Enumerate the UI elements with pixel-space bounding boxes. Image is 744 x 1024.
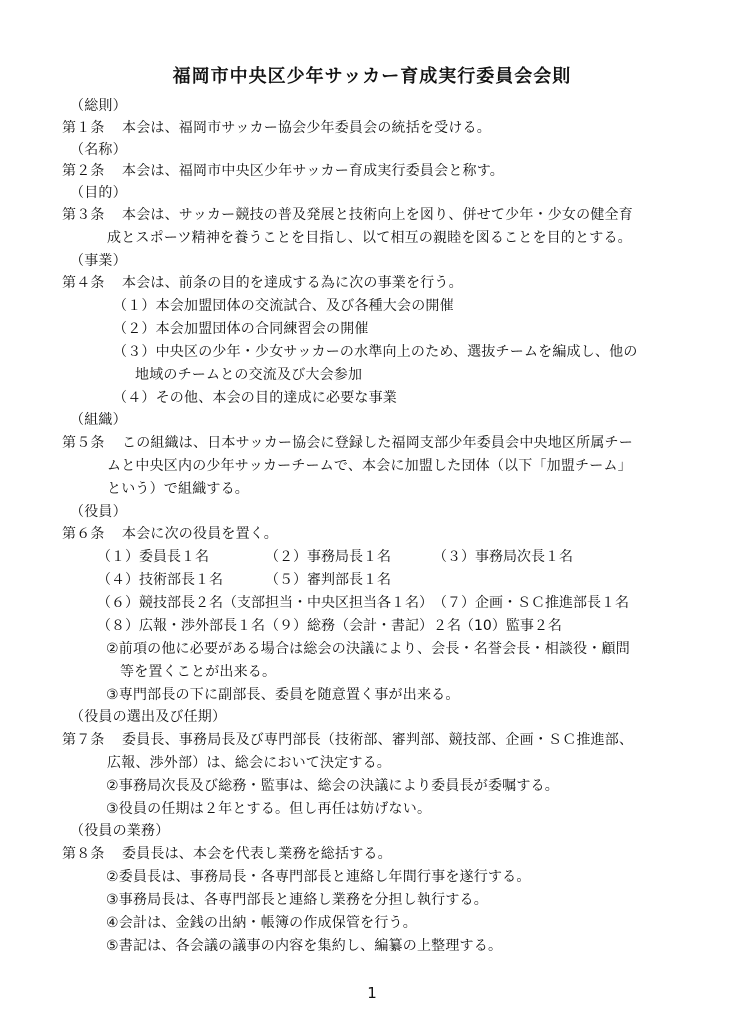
- article-text: 本会は、前条の目的を達成する為に次の事業を行う。: [122, 275, 463, 291]
- article-text: 委員長、事務局長及び専門部長（技術部、審判部、競技部、企画・ＳＣ推進部、: [122, 732, 634, 748]
- article-3: [62, 205, 633, 225]
- business-item: （１）本会加盟団体の交流試合、及び各種大会の開催: [113, 298, 454, 314]
- section-heading-name: （名称）: [70, 142, 127, 158]
- article-label: 第４条: [62, 275, 105, 291]
- article-label: 第７条: [62, 732, 105, 748]
- document-title: 福岡市中央区少年サッカー育成実行委員会会則: [172, 66, 572, 87]
- article-7-continuation: 広報、渉外部）は、総会において決定する。: [107, 755, 391, 771]
- section-heading-duties: （役員の業務）: [70, 823, 170, 839]
- officer-role: （１）委員長１名: [97, 549, 209, 565]
- officer-role: （５）審判部長１名: [265, 572, 391, 588]
- article-text: 本会に次の役員を置く。: [122, 526, 278, 542]
- article-6: [62, 524, 278, 544]
- article-7-paragraph-2: ②事務局次長及び総務・監事は、総会の決議により委員長が委嘱する。: [106, 778, 559, 794]
- article-3-continuation: 成とスポーツ精神を養うことを目指し、以て相互の親睦を図ることを目的とする。: [107, 230, 632, 246]
- article-8-paragraph-4: ④会計は、金銭の出納・帳簿の作成保管を行う。: [106, 915, 417, 931]
- article-text: 本会は、サッカー競技の普及発展と技術向上を図り、併せて少年・少女の健全育: [122, 207, 633, 223]
- article-text: この組織は、日本サッカー協会に登録した福岡支部少年委員会中央地区所属チー: [122, 435, 633, 451]
- article-5-continuation: という）で組織する。: [107, 481, 249, 497]
- officer-role: （４）技術部長１名: [97, 572, 223, 588]
- officer-role: （７）企画・ＳＣ推進部長１名: [433, 595, 629, 611]
- article-label: 第２条: [62, 163, 105, 179]
- article-text: 本会は、福岡市中央区少年サッカー育成実行委員会と称す。: [122, 163, 504, 179]
- article-4: [62, 273, 463, 293]
- article-1: [62, 118, 491, 138]
- officer-role: （10）監事２名: [460, 618, 562, 634]
- section-heading-business: （事業）: [70, 253, 127, 269]
- officer-role: （８）広報・渉外部長１名: [97, 618, 265, 634]
- business-item: （３）中央区の少年・少女サッカーの水準向上のため、選抜チームを編成し、他の: [113, 344, 638, 360]
- section-heading-general: （総則）: [70, 98, 127, 114]
- article-text: 委員長は、本会を代表し業務を総括する。: [122, 846, 392, 862]
- section-heading-officers: （役員）: [70, 504, 127, 520]
- business-item-continuation: 地域のチームとの交流及び大会参加: [135, 367, 363, 383]
- article-8-paragraph-3: ③事務局長は、各専門部長と連絡し業務を分担し執行する。: [106, 892, 488, 908]
- business-item: （４）その他、本会の目的達成に必要な事業: [113, 390, 397, 406]
- article-8-paragraph-5: ⑤書記は、各会議の議事の内容を集約し、編纂の上整理する。: [106, 938, 503, 954]
- article-6-paragraph-2-continuation: 等を置くことが出来る。: [120, 664, 277, 680]
- article-8-paragraph-2: ②委員長は、事務局長・各専門部長と連絡し年間行事を遂行する。: [106, 869, 531, 885]
- officer-role: （２）事務局長１名: [265, 549, 391, 565]
- article-label: 第５条: [62, 435, 105, 451]
- article-5: [62, 433, 633, 453]
- article-7: [62, 730, 633, 750]
- article-label: 第６条: [62, 526, 105, 542]
- page-number: 1: [367, 984, 377, 1002]
- article-5-continuation: ムと中央区内の少年サッカーチームで、本会に加盟した団体（以下「加盟チーム」: [107, 458, 632, 474]
- article-8: [62, 844, 392, 864]
- officer-role: （９）総務（会計・書記）２名: [265, 618, 461, 634]
- article-label: 第１条: [62, 120, 105, 136]
- article-text: 本会は、福岡市サッカー協会少年委員会の統括を受ける。: [122, 120, 491, 136]
- article-6-paragraph-3: ③専門部長の下に副部長、委員を随意置く事が出来る。: [106, 687, 460, 703]
- article-6-paragraph-2: ②前項の他に必要がある場合は総会の決議により、会長・名誉会長・相談役・顧問: [106, 641, 630, 657]
- article-label: 第３条: [62, 207, 105, 223]
- section-heading-purpose: （目的）: [70, 185, 127, 201]
- business-item: （２）本会加盟団体の合同練習会の開催: [113, 321, 369, 337]
- officer-role: （６）競技部長２名（支部担当・中央区担当各１名）: [97, 595, 433, 611]
- article-7-paragraph-3: ③役員の任期は２年とする。但し再任は妨げない。: [106, 801, 432, 817]
- section-heading-election: （役員の選出及び任期）: [70, 709, 227, 725]
- officer-role: （３）事務局次長１名: [433, 549, 573, 565]
- article-label: 第８条: [62, 846, 105, 862]
- article-2: [62, 161, 504, 181]
- section-heading-organization: （組織）: [70, 412, 127, 428]
